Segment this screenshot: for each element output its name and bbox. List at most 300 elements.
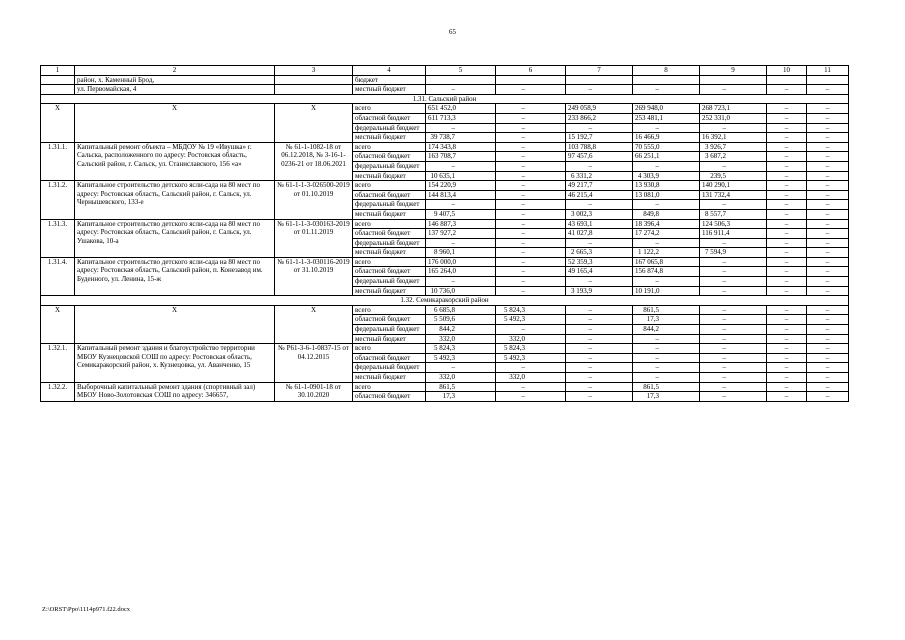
value-cell: 6 331,2 (566, 171, 633, 181)
value-cell: 332,0 (496, 373, 566, 383)
value-cell: 43 693,1 (566, 219, 633, 229)
budget-source-label: местный бюджет (353, 171, 426, 181)
value-cell: – (700, 373, 767, 383)
table-row (41, 219, 849, 229)
value-cell: – (807, 229, 849, 239)
table-row (41, 257, 849, 267)
value-cell: – (807, 353, 849, 363)
value-cell: – (807, 200, 849, 210)
value-cell: – (700, 305, 767, 315)
value-cell: – (767, 104, 807, 114)
page-number: 65 (449, 28, 456, 36)
value-cell: – (496, 286, 566, 296)
value-cell: – (767, 248, 807, 258)
value-cell: – (767, 152, 807, 162)
value-cell: 332,0 (426, 334, 496, 344)
value-cell: – (767, 286, 807, 296)
value-cell: 167 065,8 (633, 257, 700, 267)
value-cell: – (633, 353, 700, 363)
value-cell: 49 217,7 (566, 181, 633, 191)
object-name-cell: X (75, 305, 275, 343)
value-cell: 144 813,4 (426, 190, 496, 200)
value-cell: 10 635,1 (426, 171, 496, 181)
value-cell: 10 736,0 (426, 286, 496, 296)
value-cell: 8 557,7 (700, 209, 767, 219)
table-row (41, 85, 849, 95)
budget-source-label: местный бюджет (353, 133, 426, 143)
value-cell: – (807, 305, 849, 315)
value-cell: 146 887,3 (426, 219, 496, 229)
value-cell: 844,2 (633, 325, 700, 335)
value-cell: – (566, 353, 633, 363)
value-cell (700, 75, 767, 85)
value-cell: – (566, 363, 633, 373)
value-cell: – (633, 200, 700, 210)
value-cell: 8 960,1 (426, 248, 496, 258)
budget-source-label: федеральный бюджет (353, 363, 426, 373)
section-title: 1.31. Сальский район (41, 94, 849, 104)
budget-source-label: местный бюджет (353, 248, 426, 258)
value-cell: 16 392,1 (700, 133, 767, 143)
value-cell: – (426, 85, 496, 95)
value-cell: – (633, 161, 700, 171)
row-number-cell: 1.31.1. (41, 142, 75, 180)
value-cell: 4 303,9 (633, 171, 700, 181)
object-name-cell: Капитальный ремонт здания и благоустройство территории МБОУ Кузнецовской СОШ по адресу: Ростовская область, Семикаракорский район, х. Кузнецовка, ул. Аванченко, 15 (75, 344, 275, 382)
value-cell: – (807, 142, 849, 152)
value-cell: – (566, 392, 633, 402)
value-cell: 97 457,6 (566, 152, 633, 162)
table-row (41, 104, 849, 114)
value-cell: 5 824,3 (496, 305, 566, 315)
value-cell: – (807, 392, 849, 402)
budget-source-label: всего (353, 382, 426, 392)
value-cell: 140 290,1 (700, 181, 767, 191)
value-cell: 252 331,0 (700, 113, 767, 123)
value-cell: 5 824,3 (496, 344, 566, 354)
value-cell: – (767, 219, 807, 229)
column-number-row (41, 66, 849, 76)
value-cell: – (767, 267, 807, 277)
budget-source-label: всего (353, 305, 426, 315)
value-cell: – (633, 238, 700, 248)
value-cell: 10 191,0 (633, 286, 700, 296)
budget-source-label: областной бюджет (353, 267, 426, 277)
section-title-row (41, 94, 849, 104)
value-cell: – (496, 142, 566, 152)
value-cell: – (566, 373, 633, 383)
value-cell: – (767, 373, 807, 383)
value-cell: 5 509,6 (426, 315, 496, 325)
value-cell: – (496, 161, 566, 171)
value-cell: 2 665,3 (566, 248, 633, 258)
value-cell: – (807, 219, 849, 229)
column-number: 9 (700, 66, 767, 76)
value-cell: – (496, 382, 566, 392)
value-cell: – (496, 363, 566, 373)
column-number: 2 (75, 66, 275, 76)
value-cell: – (700, 123, 767, 133)
value-cell: – (700, 363, 767, 373)
value-cell: 332,0 (496, 334, 566, 344)
value-cell: – (767, 161, 807, 171)
object-name-cell: Капитальное строительство детского ясли-сада на 80 мест по адресу: Ростовская область, Сальский район, п. Конезавод им. Буденного, ул. Ленина, 15-ж (75, 257, 275, 295)
value-cell: – (496, 200, 566, 210)
value-cell: 39 738,7 (426, 133, 496, 143)
value-cell: – (767, 123, 807, 133)
table-row (41, 344, 849, 354)
section-title-row (41, 296, 849, 306)
table-row (41, 382, 849, 392)
value-cell: – (496, 219, 566, 229)
value-cell: – (767, 344, 807, 354)
value-cell: – (807, 344, 849, 354)
value-cell: – (767, 382, 807, 392)
value-cell: – (496, 171, 566, 181)
value-cell: – (767, 257, 807, 267)
object-name-cell: Выборочный капитальный ремонт здания (спортивный зал) МБОУ Ново-Золотовская СОШ по адресу: 346657, (75, 382, 275, 401)
budget-source-label: областной бюджет (353, 353, 426, 363)
budget-source-label: местный бюджет (353, 373, 426, 383)
value-cell: – (566, 334, 633, 344)
value-cell: – (426, 363, 496, 373)
budget-source-label: федеральный бюджет (353, 161, 426, 171)
row-number-cell (41, 85, 75, 95)
row-number-cell: 1.31.3. (41, 219, 75, 257)
budget-source-label: областной бюджет (353, 315, 426, 325)
value-cell: – (496, 392, 566, 402)
value-cell: – (566, 85, 633, 95)
value-cell: 13 081,0 (633, 190, 700, 200)
budget-source-label: областной бюджет (353, 229, 426, 239)
value-cell: – (426, 123, 496, 133)
value-cell: – (496, 104, 566, 114)
value-cell: 176 000,0 (426, 257, 496, 267)
value-cell: – (807, 267, 849, 277)
value-cell: – (807, 133, 849, 143)
value-cell: – (807, 248, 849, 258)
value-cell: – (767, 277, 807, 287)
value-cell: – (700, 161, 767, 171)
value-cell: – (807, 123, 849, 133)
object-name-cell: X (75, 104, 275, 142)
value-cell: 861,5 (633, 382, 700, 392)
value-cell: 611 713,3 (426, 113, 496, 123)
value-cell: 3 687,2 (700, 152, 767, 162)
value-cell: – (566, 277, 633, 287)
column-number: 4 (353, 66, 426, 76)
value-cell: – (767, 190, 807, 200)
value-cell: – (807, 161, 849, 171)
value-cell: – (767, 363, 807, 373)
value-cell: – (566, 325, 633, 335)
value-cell: – (496, 85, 566, 95)
value-cell: – (767, 238, 807, 248)
value-cell: – (700, 238, 767, 248)
value-cell: – (700, 392, 767, 402)
column-number: 8 (633, 66, 700, 76)
value-cell: – (767, 353, 807, 363)
value-cell: – (807, 152, 849, 162)
row-number-cell: 1.32.1. (41, 344, 75, 382)
column-number: 1 (41, 66, 75, 76)
value-cell: – (767, 229, 807, 239)
value-cell: 1 122,2 (633, 248, 700, 258)
value-cell: 16 466,9 (633, 133, 700, 143)
value-cell: – (700, 267, 767, 277)
budget-source-label: областной бюджет (353, 392, 426, 402)
budget-source-label: всего (353, 257, 426, 267)
value-cell: 7 594,9 (700, 248, 767, 258)
document-cell (275, 85, 353, 95)
value-cell: – (767, 209, 807, 219)
value-cell: 49 165,4 (566, 267, 633, 277)
value-cell: – (767, 85, 807, 95)
value-cell: 124 506,3 (700, 219, 767, 229)
value-cell: 249 058,9 (566, 104, 633, 114)
object-name-cell: ул. Первомайская, 4 (75, 85, 275, 95)
budget-source-label: федеральный бюджет (353, 200, 426, 210)
table-row (41, 181, 849, 191)
value-cell: – (700, 200, 767, 210)
value-cell: – (767, 315, 807, 325)
table-row (41, 305, 849, 315)
budget-source-label: областной бюджет (353, 113, 426, 123)
value-cell: 844,2 (426, 325, 496, 335)
column-number: 6 (496, 66, 566, 76)
value-cell: – (633, 373, 700, 383)
value-cell: 3 926,7 (700, 142, 767, 152)
budget-source-label: всего (353, 181, 426, 191)
value-cell: – (633, 277, 700, 287)
value-cell: – (807, 315, 849, 325)
value-cell: – (767, 334, 807, 344)
budget-source-label: всего (353, 142, 426, 152)
value-cell: – (767, 181, 807, 191)
document-cell: № 61-1-1-3-026500-2019 от 01.10.2019 (275, 181, 353, 219)
value-cell: 46 215,4 (566, 190, 633, 200)
value-cell: 131 732,4 (700, 190, 767, 200)
budget-source-label: всего (353, 344, 426, 354)
value-cell (566, 75, 633, 85)
budget-source-label: федеральный бюджет (353, 277, 426, 287)
document-cell: X (275, 104, 353, 142)
row-number-cell: 1.31.2. (41, 181, 75, 219)
document-cell: № Р61-3-6-1-0837-15 от 04.12.2015 (275, 344, 353, 382)
value-cell: – (807, 190, 849, 200)
table-row (41, 142, 849, 152)
document-cell: № 61-1-0901-18 от 30.10.2020 (275, 382, 353, 401)
value-cell: 41 027,8 (566, 229, 633, 239)
value-cell: 17 274,2 (633, 229, 700, 239)
value-cell: – (496, 181, 566, 191)
value-cell: 163 708,7 (426, 152, 496, 162)
row-number-cell (41, 75, 75, 85)
value-cell: – (496, 325, 566, 335)
value-cell: – (496, 190, 566, 200)
value-cell: – (767, 325, 807, 335)
value-cell: – (700, 353, 767, 363)
value-cell: – (807, 286, 849, 296)
value-cell: – (807, 373, 849, 383)
value-cell: 849,8 (633, 209, 700, 219)
budget-source-label: бюджет (353, 75, 426, 85)
value-cell: – (566, 161, 633, 171)
value-cell: – (496, 277, 566, 287)
value-cell: 651 452,0 (426, 104, 496, 114)
column-number: 11 (807, 66, 849, 76)
budget-table (40, 65, 849, 402)
value-cell: – (633, 85, 700, 95)
value-cell: 13 930,8 (633, 181, 700, 191)
value-cell: – (807, 363, 849, 373)
budget-source-label: всего (353, 104, 426, 114)
value-cell: – (807, 334, 849, 344)
value-cell: – (566, 315, 633, 325)
value-cell: – (496, 267, 566, 277)
value-cell: – (496, 133, 566, 143)
budget-source-label: всего (353, 219, 426, 229)
value-cell: 174 343,8 (426, 142, 496, 152)
value-cell: – (700, 315, 767, 325)
value-cell: 9 407,5 (426, 209, 496, 219)
value-cell: – (633, 123, 700, 133)
value-cell: – (700, 277, 767, 287)
value-cell: 165 264,0 (426, 267, 496, 277)
value-cell: – (566, 238, 633, 248)
value-cell: 52 359,3 (566, 257, 633, 267)
value-cell: 17,3 (633, 315, 700, 325)
value-cell: 861,5 (426, 382, 496, 392)
value-cell: – (496, 152, 566, 162)
section-title: 1.32. Семикаракорский район (41, 296, 849, 306)
column-number: 7 (566, 66, 633, 76)
value-cell: 3 002,3 (566, 209, 633, 219)
value-cell: – (807, 104, 849, 114)
value-cell: 116 911,4 (700, 229, 767, 239)
budget-source-label: местный бюджет (353, 85, 426, 95)
value-cell: – (807, 209, 849, 219)
value-cell: – (633, 334, 700, 344)
budget-source-label: местный бюджет (353, 209, 426, 219)
value-cell: 154 220,9 (426, 181, 496, 191)
column-number: 3 (275, 66, 353, 76)
value-cell: – (496, 238, 566, 248)
value-cell: – (426, 277, 496, 287)
value-cell: – (700, 257, 767, 267)
value-cell: 268 723,1 (700, 104, 767, 114)
budget-source-label: местный бюджет (353, 286, 426, 296)
value-cell: – (566, 305, 633, 315)
value-cell: 5 824,3 (426, 344, 496, 354)
row-number-cell: X (41, 305, 75, 343)
row-number-cell: 1.32.2. (41, 382, 75, 401)
value-cell: 253 481,1 (633, 113, 700, 123)
value-cell: – (566, 382, 633, 392)
value-cell: 5 492,3 (426, 353, 496, 363)
value-cell: – (767, 142, 807, 152)
value-cell: – (767, 133, 807, 143)
value-cell: 103 788,8 (566, 142, 633, 152)
column-number: 10 (767, 66, 807, 76)
document-cell: № 61-1-1-3-030116-2019 от 31.10.2019 (275, 257, 353, 295)
value-cell: – (700, 334, 767, 344)
value-cell: 18 396,4 (633, 219, 700, 229)
value-cell: – (700, 382, 767, 392)
value-cell (496, 75, 566, 85)
value-cell: – (767, 200, 807, 210)
value-cell: – (566, 344, 633, 354)
value-cell: – (700, 344, 767, 354)
value-cell: 15 192,7 (566, 133, 633, 143)
table-row (41, 75, 849, 85)
value-cell: – (700, 85, 767, 95)
value-cell (767, 75, 807, 85)
budget-source-label: областной бюджет (353, 190, 426, 200)
document-cell (275, 75, 353, 85)
value-cell: – (807, 238, 849, 248)
value-cell: 156 874,8 (633, 267, 700, 277)
budget-source-label: местный бюджет (353, 334, 426, 344)
value-cell: 233 866,2 (566, 113, 633, 123)
value-cell: 3 193,9 (566, 286, 633, 296)
value-cell: – (700, 286, 767, 296)
object-name-cell: район, х. Каменный Брод, (75, 75, 275, 85)
value-cell: 17,3 (426, 392, 496, 402)
value-cell: – (807, 85, 849, 95)
object-name-cell: Капитальный ремонт объекта – МБДОУ № 19 «Ивушка» г. Сальска, расположенного по адресу: Ростовская область, Сальский район, г. Сальск, ул. Станиславского, 156 «а» (75, 142, 275, 180)
value-cell: 66 251,1 (633, 152, 700, 162)
value-cell: 239,5 (700, 171, 767, 181)
value-cell: – (807, 325, 849, 335)
value-cell: – (496, 248, 566, 258)
value-cell: – (767, 171, 807, 181)
value-cell: – (700, 325, 767, 335)
document-cell: X (275, 305, 353, 343)
value-cell (426, 75, 496, 85)
value-cell: – (426, 161, 496, 171)
value-cell: – (426, 238, 496, 248)
document-cell: № 61-1-1082-18 от 06.12.2018, № 3-16-1-0236-21 от 18.06.2021 (275, 142, 353, 180)
budget-source-label: федеральный бюджет (353, 238, 426, 248)
row-number-cell: X (41, 104, 75, 142)
value-cell: – (566, 123, 633, 133)
row-number-cell: 1.31.4. (41, 257, 75, 295)
value-cell: 5 492,3 (496, 315, 566, 325)
value-cell: – (496, 123, 566, 133)
value-cell: – (807, 257, 849, 267)
value-cell: – (807, 277, 849, 287)
value-cell: 137 927,2 (426, 229, 496, 239)
budget-source-label: федеральный бюджет (353, 123, 426, 133)
value-cell: – (807, 382, 849, 392)
value-cell: 70 555,0 (633, 142, 700, 152)
value-cell (633, 75, 700, 85)
value-cell: 6 685,8 (426, 305, 496, 315)
value-cell: – (807, 181, 849, 191)
object-name-cell: Капитальное строительство детского ясли-сада на 80 мест по адресу: Ростовская область, Сальский район, г. Сальск, ул. Чернышевского, 133-е (75, 181, 275, 219)
value-cell (807, 75, 849, 85)
value-cell: – (767, 392, 807, 402)
value-cell: – (807, 171, 849, 181)
value-cell: – (426, 200, 496, 210)
value-cell: 332,0 (426, 373, 496, 383)
value-cell: – (807, 113, 849, 123)
value-cell: 269 948,0 (633, 104, 700, 114)
document-cell: № 61-1-1-3-030163-2019 от 01.11.2019 (275, 219, 353, 257)
column-number: 5 (426, 66, 496, 76)
object-name-cell: Капитальное строительство детского ясли-сада на 80 мест по адресу: Ростовская область, Сальский район, г. Сальск, ул. Ушакова, 10-а (75, 219, 275, 257)
